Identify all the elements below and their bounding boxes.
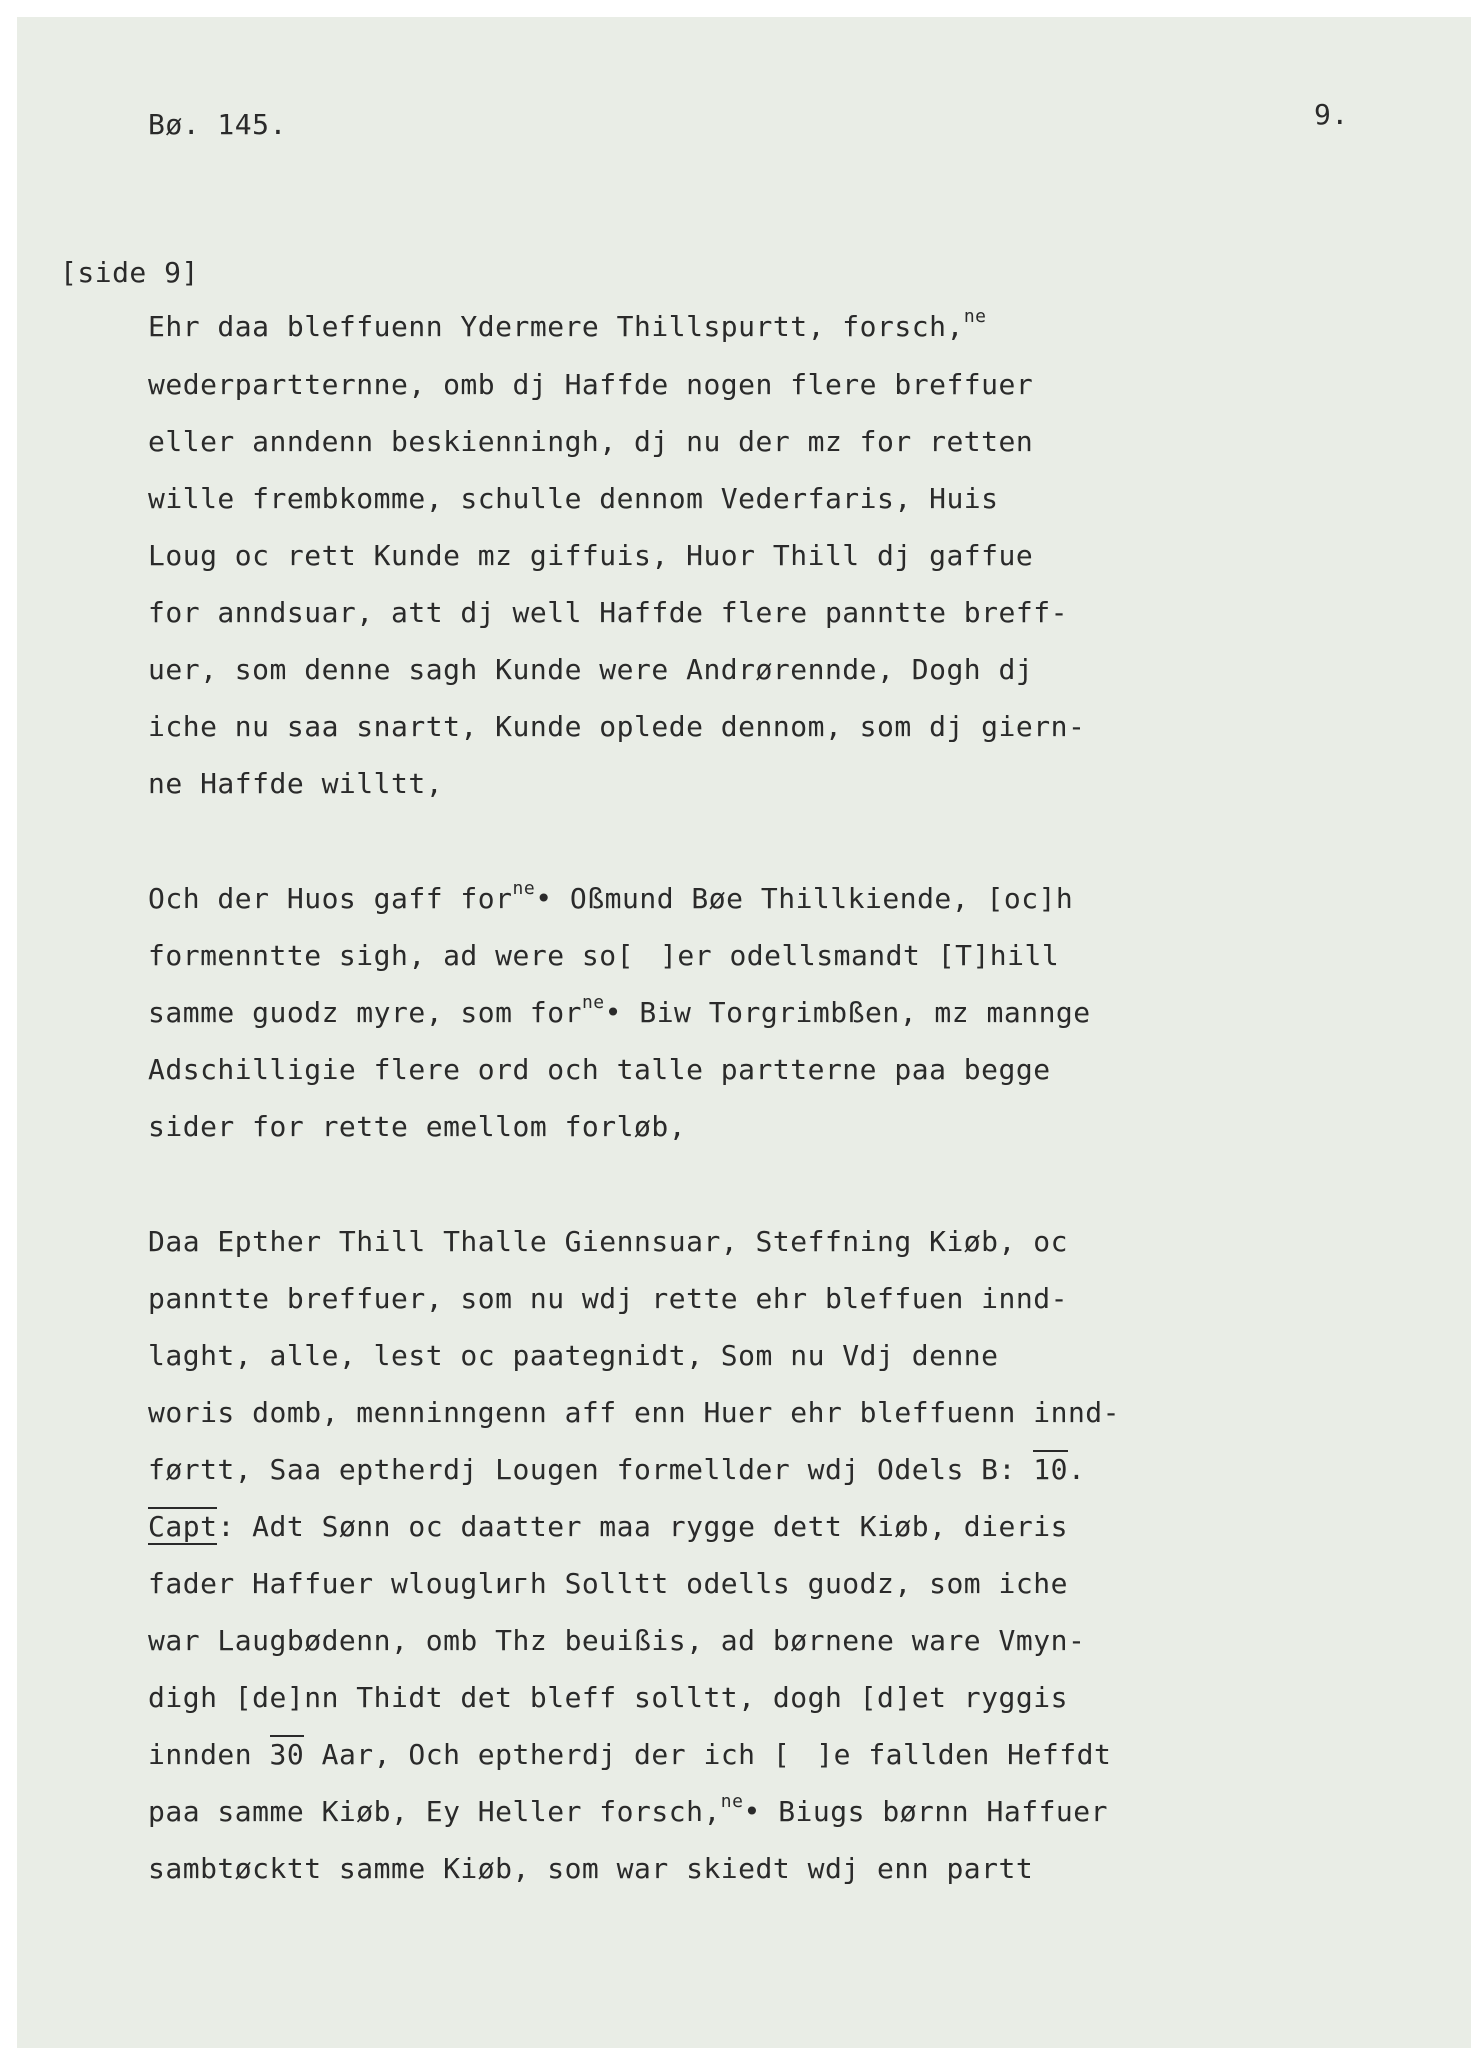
line-text: ]er odellsmandt [T]hill bbox=[660, 939, 1060, 972]
line-text: Aar, Och eptherdj der ich [ bbox=[304, 1738, 791, 1771]
text-line-12 bbox=[148, 992, 1091, 1029]
overlined-number: 10 bbox=[1033, 1450, 1068, 1486]
text-line-13: Adschilligie flere ord och talle partterne paa begge bbox=[148, 1053, 1051, 1086]
line-text: . bbox=[1067, 1453, 1086, 1486]
line-text: Ehr daa bleffuenn Ydermere Thillspurtt, forsch, bbox=[148, 310, 964, 343]
text-line-3: eller anndenn beskienningh, dj nu der mz for retten bbox=[148, 425, 1034, 458]
line-text: førtt, Saa eptherdj Lougen formellder wdj Odels B: bbox=[148, 1453, 1034, 1486]
abbrev-dot: • bbox=[535, 882, 553, 915]
text-line-26: sambtøcktt samme Kiøb, som war skiedt wdj enn partt bbox=[148, 1852, 1034, 1885]
line-text: paa samme Kiøb, Ey Heller forsch, bbox=[148, 1795, 721, 1828]
text-line-2: wederpartternne, omb dj Haffde nogen flere breffuer bbox=[148, 368, 1034, 401]
text-line-18: woris domb, menninngenn aff enn Huer ehr bleffuenn innd- bbox=[148, 1396, 1121, 1429]
abbrev-superscript: ne bbox=[720, 1791, 744, 1812]
text-line-25 bbox=[148, 1791, 1108, 1828]
abbrev-dot: • bbox=[604, 996, 622, 1029]
text-line-11 bbox=[148, 939, 1059, 972]
text-line-14: sider for rette emellom forløb, bbox=[148, 1110, 687, 1143]
text-line-19 bbox=[148, 1453, 1085, 1486]
text-line-6: for anndsuar, att dj well Haffde flere panntte breff- bbox=[148, 596, 1068, 629]
abbrev-superscript: ne bbox=[963, 306, 987, 327]
text-line-10 bbox=[148, 878, 1074, 915]
line-text: innden bbox=[148, 1738, 270, 1771]
abbrev-superscript: ne bbox=[512, 878, 536, 899]
line-text: formenntte sigh, ad were so[ bbox=[148, 939, 635, 972]
side-marker: [side 9] bbox=[60, 256, 199, 289]
abbrev-dot: • bbox=[743, 1795, 761, 1828]
text-line-5: Loug oc rett Kunde mz giffuis, Huor Thill dj gaffue bbox=[148, 539, 1034, 572]
line-text: samme guodz myre, som for bbox=[148, 996, 582, 1029]
line-text: Och der Huos gaff for bbox=[148, 882, 513, 915]
text-line-21: fader Haffuer wlouglигh Solltt odells guodz, som iche bbox=[148, 1567, 1068, 1600]
line-text: ]e fallden Heffdt bbox=[816, 1738, 1112, 1771]
line-text: Biw Torgrimbßen, mz mannge bbox=[621, 996, 1091, 1029]
line-text: Biugs børnn Haffuer bbox=[760, 1795, 1108, 1828]
archive-reference: Bø. 145. bbox=[148, 108, 287, 141]
text-line-4: wille frembkomme, schulle dennom Vederfaris, Huis bbox=[148, 482, 999, 515]
abbrev-superscript: ne bbox=[581, 992, 605, 1013]
abbreviation-capt: Capt bbox=[148, 1507, 217, 1545]
line-text: : Adt Sønn oc daatter maa rygge dett Kiøb, dieris bbox=[217, 1510, 1068, 1543]
overlined-number: 30 bbox=[270, 1735, 305, 1771]
line-text: Oßmund Bøe Thillkiende, [oc]h bbox=[552, 882, 1074, 915]
page-number: 9. bbox=[1314, 98, 1349, 131]
text-line-8: iche nu saa snartt, Kunde oplede dennom, som dj giern- bbox=[148, 710, 1086, 743]
text-line-23: digh [de]nn Thidt det bleff solltt, dogh [d]et ryggis bbox=[148, 1681, 1068, 1714]
text-line-17: laght, alle, lest oc paategnidt, Som nu Vdj denne bbox=[148, 1339, 999, 1372]
text-line-22: war Laugbødenn, omb Thz beuißis, ad børnene ware Vmyn- bbox=[148, 1624, 1086, 1657]
text-line-15: Daa Epther Thill Thalle Giennsuar, Steffning Kiøb, oc bbox=[148, 1225, 1068, 1258]
text-line-1 bbox=[148, 306, 987, 343]
text-line-20 bbox=[148, 1510, 1068, 1543]
text-line-24 bbox=[148, 1738, 1111, 1771]
text-line-16: panntte breffuer, som nu wdj rette ehr bleffuen innd- bbox=[148, 1282, 1068, 1315]
text-line-9: ne Haffde willtt, bbox=[148, 767, 444, 800]
text-line-7: uer, som denne sagh Kunde were Andrørennde, Dogh dj bbox=[148, 653, 1034, 686]
